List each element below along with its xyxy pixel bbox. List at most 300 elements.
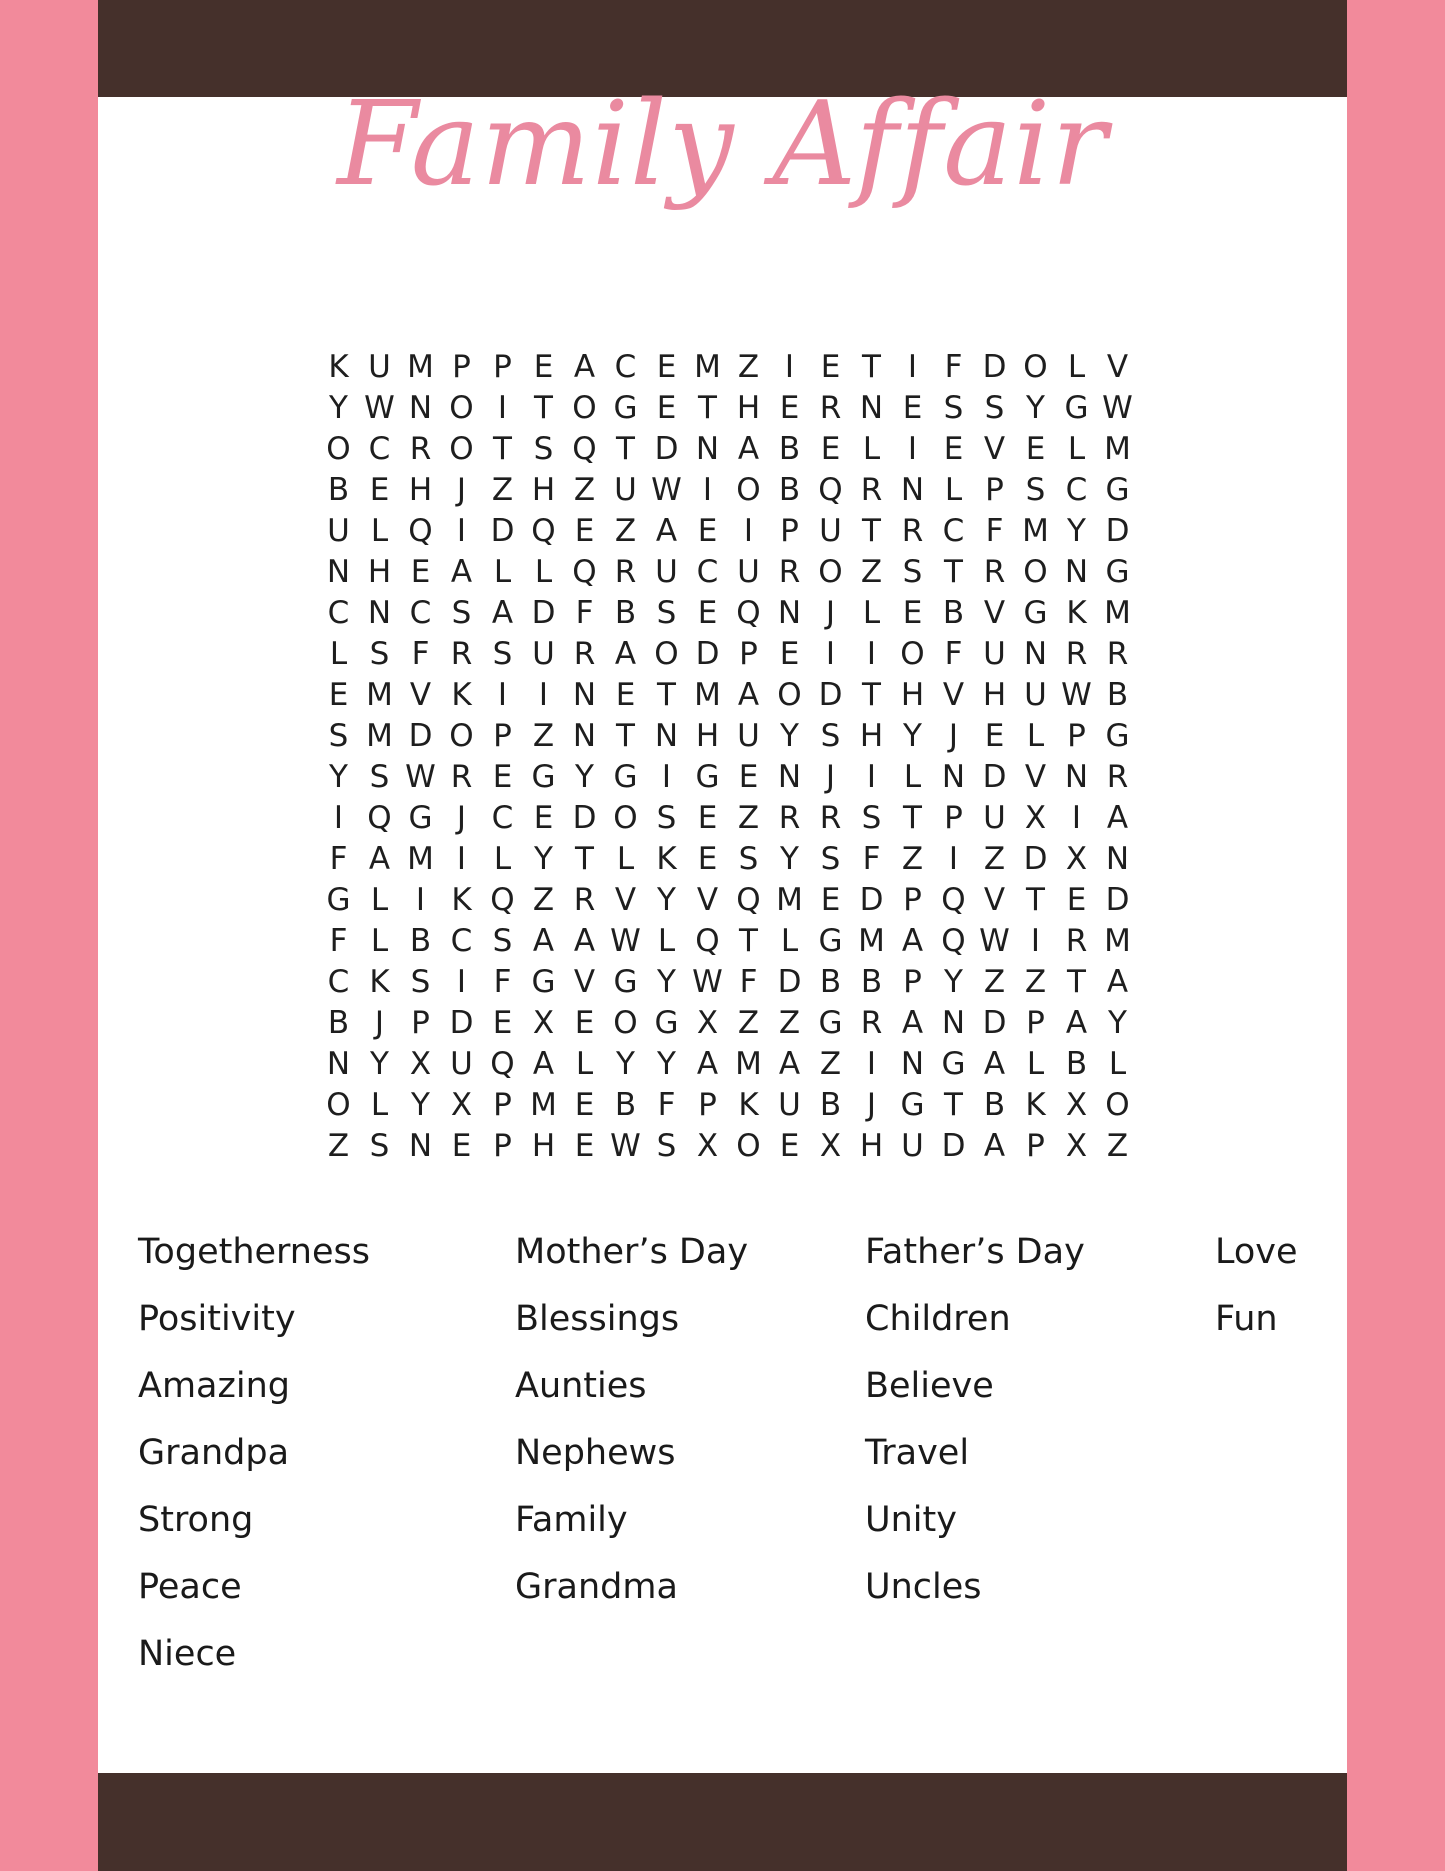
grid-letter: B xyxy=(942,595,965,631)
grid-letter: A xyxy=(737,677,760,713)
grid-letter: E xyxy=(902,595,923,631)
grid-letter: I xyxy=(497,677,508,713)
grid-letter: N xyxy=(408,390,433,426)
grid-letter: H xyxy=(859,718,884,754)
grid-letter: D xyxy=(777,964,802,1000)
grid-letter: V xyxy=(1024,759,1047,795)
word-column xyxy=(515,1220,748,1622)
grid-letter: O xyxy=(326,431,351,467)
grid-letter: S xyxy=(492,636,513,672)
grid-letter: S xyxy=(1025,472,1046,508)
grid-letter: O xyxy=(777,677,802,713)
grid-letter: N xyxy=(900,472,925,508)
grid-letter: E xyxy=(984,718,1005,754)
grid-letter: I xyxy=(497,390,508,426)
grid-letter: I xyxy=(456,513,467,549)
grid-letter: V xyxy=(983,431,1006,467)
grid-letter: W xyxy=(651,472,682,508)
grid-letter: Z xyxy=(819,1046,842,1082)
grid-letter: E xyxy=(451,1128,472,1164)
grid-letter: A xyxy=(532,1046,555,1082)
grid-letter: R xyxy=(1106,636,1129,672)
grid-letter: S xyxy=(820,718,841,754)
grid-letter: J xyxy=(825,759,836,795)
grid-letter: T xyxy=(862,677,881,713)
grid-letter: S xyxy=(369,636,390,672)
grid-letter: Q xyxy=(531,513,556,549)
grid-letter: L xyxy=(616,841,635,877)
grid-letter: A xyxy=(696,1046,719,1082)
grid-letter: S xyxy=(656,1128,677,1164)
grid-letter: Z xyxy=(491,472,514,508)
grid-row xyxy=(318,552,1147,593)
grid-letter: P xyxy=(1026,1128,1045,1164)
grid-letter: Q xyxy=(736,595,761,631)
grid-letter: U xyxy=(655,554,678,590)
grid-letter: L xyxy=(370,513,389,549)
grid-letter: R xyxy=(573,882,596,918)
grid-letter: U xyxy=(778,1087,801,1123)
grid-letter: P xyxy=(944,800,963,836)
grid-letter: F xyxy=(329,923,348,959)
grid-letter: L xyxy=(1108,1046,1127,1082)
grid-letter: P xyxy=(903,964,922,1000)
word-list-item: Family xyxy=(515,1500,628,1540)
grid-letter: O xyxy=(613,800,638,836)
word-list-item: Fun xyxy=(1215,1299,1278,1339)
grid-letter: X xyxy=(409,1046,432,1082)
grid-letter: N xyxy=(695,431,720,467)
grid-letter: R xyxy=(1065,923,1088,959)
grid-letter: R xyxy=(1106,759,1129,795)
grid-letter: N xyxy=(777,759,802,795)
grid-letter: S xyxy=(656,595,677,631)
grid-letter: P xyxy=(1026,1005,1045,1041)
grid-letter: F xyxy=(944,636,963,672)
word-list-item: Travel xyxy=(865,1433,970,1473)
grid-letter: L xyxy=(370,882,389,918)
word-list-item: Peace xyxy=(138,1567,242,1607)
word-list-item: Mother’s Day xyxy=(515,1232,749,1272)
grid-letter: N xyxy=(859,390,884,426)
grid-letter: A xyxy=(983,1128,1006,1164)
grid-letter: Y xyxy=(1108,1005,1127,1041)
grid-letter: D xyxy=(818,677,843,713)
grid-letter: J xyxy=(374,1005,385,1041)
grid-letter: T xyxy=(698,390,717,426)
grid-letter: W xyxy=(364,390,395,426)
word-list-item: Aunties xyxy=(515,1366,647,1406)
grid-letter: X xyxy=(1024,800,1047,836)
grid-letter: V xyxy=(983,882,1006,918)
grid-letter: K xyxy=(369,964,390,1000)
grid-letter: A xyxy=(655,513,678,549)
grid-letter: E xyxy=(328,677,349,713)
grid-letter: P xyxy=(452,349,471,385)
grid-letter: Y xyxy=(329,759,348,795)
grid-row xyxy=(318,593,1147,634)
grid-letter: D xyxy=(982,349,1007,385)
grid-letter: C xyxy=(368,431,391,467)
grid-letter: T xyxy=(862,513,881,549)
grid-letter: B xyxy=(778,431,801,467)
grid-letter: S xyxy=(492,923,513,959)
grid-letter: Y xyxy=(903,718,922,754)
grid-letter: M xyxy=(694,349,721,385)
grid-letter: P xyxy=(780,513,799,549)
grid-letter: S xyxy=(943,390,964,426)
grid-letter: I xyxy=(866,636,877,672)
grid-letter: N xyxy=(1064,759,1089,795)
grid-letter: H xyxy=(982,677,1007,713)
grid-letter: P xyxy=(493,349,512,385)
grid-letter: D xyxy=(1105,882,1130,918)
grid-letter: T xyxy=(1067,964,1086,1000)
grid-letter: F xyxy=(985,513,1004,549)
grid-letter: D xyxy=(408,718,433,754)
grid-letter: I xyxy=(907,349,918,385)
grid-letter: G xyxy=(613,759,638,795)
grid-letter: G xyxy=(818,1005,843,1041)
grid-letter: G xyxy=(1105,554,1130,590)
grid-letter: P xyxy=(493,1087,512,1123)
grid-letter: Y xyxy=(329,390,348,426)
grid-letter: E xyxy=(410,554,431,590)
grid-letter: V xyxy=(614,882,637,918)
grid-letter: N xyxy=(1023,636,1048,672)
puzzle-page xyxy=(98,0,1347,1871)
word-list-item: Amazing xyxy=(138,1366,290,1406)
grid-letter: U xyxy=(327,513,350,549)
grid-letter: Y xyxy=(370,1046,389,1082)
grid-letter: E xyxy=(492,1005,513,1041)
grid-letter: D xyxy=(1023,841,1048,877)
grid-letter: C xyxy=(327,595,350,631)
grid-letter: I xyxy=(1030,923,1041,959)
grid-letter: G xyxy=(1023,595,1048,631)
grid-letter: L xyxy=(862,595,881,631)
word-column xyxy=(865,1220,1085,1622)
grid-letter: M xyxy=(1022,513,1049,549)
word-list-item: Children xyxy=(865,1299,1011,1339)
grid-letter: M xyxy=(776,882,803,918)
grid-letter: L xyxy=(862,431,881,467)
grid-letter: D xyxy=(572,800,597,836)
grid-letter: E xyxy=(779,636,800,672)
grid-letter: D xyxy=(941,1128,966,1164)
grid-letter: E xyxy=(656,349,677,385)
grid-letter: W xyxy=(610,1128,641,1164)
grid-letter: F xyxy=(329,841,348,877)
grid-letter: M xyxy=(694,677,721,713)
grid-letter: A xyxy=(778,1046,801,1082)
grid-letter: G xyxy=(818,923,843,959)
grid-letter: E xyxy=(697,841,718,877)
grid-letter: K xyxy=(1025,1087,1046,1123)
grid-letter: G xyxy=(531,759,556,795)
grid-letter: E xyxy=(369,472,390,508)
grid-letter: X xyxy=(1065,1087,1088,1123)
grid-letter: Y xyxy=(411,1087,430,1123)
grid-letter: G xyxy=(1105,472,1130,508)
word-search-grid xyxy=(318,347,1147,1167)
grid-letter: E xyxy=(820,349,841,385)
bottom-band xyxy=(98,1773,1347,1871)
word-column xyxy=(138,1220,370,1689)
grid-letter: U xyxy=(819,513,842,549)
grid-letter: T xyxy=(903,800,922,836)
grid-letter: M xyxy=(735,1046,762,1082)
grid-letter: T xyxy=(944,1087,963,1123)
grid-letter: H xyxy=(859,1128,884,1164)
word-list-item: Unity xyxy=(865,1500,957,1540)
grid-letter: E xyxy=(574,1087,595,1123)
grid-letter: W xyxy=(1102,390,1133,426)
grid-letter: J xyxy=(456,800,467,836)
grid-letter: M xyxy=(366,718,393,754)
grid-letter: S xyxy=(451,595,472,631)
grid-letter: C xyxy=(696,554,719,590)
grid-letter: R xyxy=(614,554,637,590)
grid-letter: I xyxy=(1071,800,1082,836)
grid-letter: F xyxy=(657,1087,676,1123)
grid-letter: L xyxy=(1067,349,1086,385)
grid-letter: K xyxy=(1066,595,1087,631)
grid-letter: I xyxy=(948,841,959,877)
grid-letter: B xyxy=(614,1087,637,1123)
grid-letter: O xyxy=(572,390,597,426)
grid-letter: A xyxy=(1106,964,1129,1000)
grid-letter: U xyxy=(450,1046,473,1082)
grid-letter: I xyxy=(825,636,836,672)
grid-letter: P xyxy=(739,636,758,672)
grid-letter: I xyxy=(333,800,344,836)
grid-letter: I xyxy=(866,1046,877,1082)
grid-letter: H xyxy=(695,718,720,754)
grid-letter: Q xyxy=(941,882,966,918)
grid-letter: D xyxy=(982,759,1007,795)
grid-letter: G xyxy=(1064,390,1089,426)
grid-letter: G xyxy=(900,1087,925,1123)
grid-letter: S xyxy=(820,841,841,877)
grid-row xyxy=(318,429,1147,470)
grid-letter: S xyxy=(369,1128,390,1164)
grid-letter: P xyxy=(493,1128,512,1164)
grid-row xyxy=(318,880,1147,921)
grid-letter: N xyxy=(572,677,597,713)
grid-letter: U xyxy=(368,349,391,385)
grid-letter: H xyxy=(736,390,761,426)
grid-letter: N xyxy=(941,1005,966,1041)
grid-letter: Z xyxy=(532,718,555,754)
grid-letter: A xyxy=(1065,1005,1088,1041)
grid-letter: E xyxy=(533,349,554,385)
grid-letter: C xyxy=(409,595,432,631)
grid-letter: C xyxy=(491,800,514,836)
grid-letter: G xyxy=(654,1005,679,1041)
grid-letter: E xyxy=(656,390,677,426)
grid-letter: R xyxy=(450,636,473,672)
grid-letter: L xyxy=(370,923,389,959)
grid-letter: J xyxy=(948,718,959,754)
grid-letter: T xyxy=(616,431,635,467)
grid-letter: L xyxy=(575,1046,594,1082)
grid-letter: Y xyxy=(616,1046,635,1082)
grid-letter: G xyxy=(613,390,638,426)
grid-letter: E xyxy=(574,513,595,549)
grid-letter: L xyxy=(944,472,963,508)
grid-letter: E xyxy=(697,513,718,549)
grid-letter: F xyxy=(944,349,963,385)
grid-letter: W xyxy=(1061,677,1092,713)
grid-letter: Z xyxy=(532,882,555,918)
grid-letter: Q xyxy=(695,923,720,959)
grid-letter: B xyxy=(778,472,801,508)
grid-letter: P xyxy=(1067,718,1086,754)
grid-letter: L xyxy=(534,554,553,590)
grid-letter: B xyxy=(819,964,842,1000)
grid-letter: D xyxy=(859,882,884,918)
grid-letter: L xyxy=(370,1087,389,1123)
grid-letter: E xyxy=(820,882,841,918)
grid-letter: A xyxy=(1106,800,1129,836)
grid-letter: N xyxy=(326,1046,351,1082)
grid-row xyxy=(318,470,1147,511)
grid-letter: R xyxy=(860,472,883,508)
grid-letter: N xyxy=(1105,841,1130,877)
word-list-item: Grandma xyxy=(515,1567,678,1607)
grid-letter: P xyxy=(903,882,922,918)
grid-letter: D xyxy=(490,513,515,549)
grid-letter: U xyxy=(532,636,555,672)
grid-letter: O xyxy=(449,431,474,467)
grid-letter: X xyxy=(696,1005,719,1041)
grid-letter: Q xyxy=(490,1046,515,1082)
grid-letter: M xyxy=(407,841,434,877)
grid-letter: E xyxy=(697,800,718,836)
grid-letter: O xyxy=(449,390,474,426)
grid-row xyxy=(318,388,1147,429)
grid-letter: E xyxy=(697,595,718,631)
grid-letter: Q xyxy=(367,800,392,836)
grid-letter: F xyxy=(862,841,881,877)
grid-letter: U xyxy=(983,800,1006,836)
grid-letter: N xyxy=(941,759,966,795)
grid-row xyxy=(318,347,1147,388)
grid-letter: I xyxy=(661,759,672,795)
grid-letter: V xyxy=(696,882,719,918)
grid-row xyxy=(318,1044,1147,1085)
grid-letter: L xyxy=(903,759,922,795)
grid-letter: T xyxy=(944,554,963,590)
grid-letter: K xyxy=(656,841,677,877)
grid-letter: I xyxy=(415,882,426,918)
grid-letter: P xyxy=(493,718,512,754)
grid-letter: A xyxy=(573,923,596,959)
grid-letter: A xyxy=(983,1046,1006,1082)
word-list-item: Blessings xyxy=(515,1299,680,1339)
grid-letter: X xyxy=(696,1128,719,1164)
grid-letter: A xyxy=(491,595,514,631)
grid-letter: N xyxy=(367,595,392,631)
grid-row xyxy=(318,1126,1147,1167)
word-list-item: Strong xyxy=(138,1500,254,1540)
grid-letter: R xyxy=(573,636,596,672)
grid-row xyxy=(318,634,1147,675)
grid-letter: R xyxy=(901,513,924,549)
grid-letter: N xyxy=(1064,554,1089,590)
grid-letter: M xyxy=(858,923,885,959)
grid-letter: U xyxy=(901,1128,924,1164)
grid-letter: D xyxy=(695,636,720,672)
grid-letter: U xyxy=(737,554,760,590)
grid-letter: W xyxy=(610,923,641,959)
grid-letter: O xyxy=(736,472,761,508)
grid-letter: R xyxy=(819,390,842,426)
grid-letter: X xyxy=(819,1128,842,1164)
grid-letter: Z xyxy=(778,1005,801,1041)
grid-row xyxy=(318,839,1147,880)
grid-letter: R xyxy=(819,800,842,836)
grid-letter: A xyxy=(532,923,555,959)
word-list-item: Togetherness xyxy=(138,1232,370,1272)
grid-letter: N xyxy=(900,1046,925,1082)
grid-letter: Q xyxy=(941,923,966,959)
grid-letter: E xyxy=(820,431,841,467)
grid-letter: R xyxy=(778,800,801,836)
grid-letter: Z xyxy=(327,1128,350,1164)
grid-letter: M xyxy=(407,349,434,385)
grid-letter: B xyxy=(614,595,637,631)
grid-letter: Y xyxy=(657,882,676,918)
grid-letter: D xyxy=(449,1005,474,1041)
grid-letter: T xyxy=(575,841,594,877)
grid-letter: R xyxy=(778,554,801,590)
grid-letter: G xyxy=(941,1046,966,1082)
grid-letter: K xyxy=(451,882,472,918)
grid-letter: B xyxy=(327,472,350,508)
grid-letter: J xyxy=(456,472,467,508)
grid-letter: S xyxy=(328,718,349,754)
grid-letter: L xyxy=(657,923,676,959)
grid-letter: K xyxy=(328,349,349,385)
grid-letter: M xyxy=(366,677,393,713)
grid-letter: C xyxy=(942,513,965,549)
grid-letter: A xyxy=(573,349,596,385)
word-list-item: Grandpa xyxy=(138,1433,290,1473)
grid-letter: T xyxy=(657,677,676,713)
grid-letter: H xyxy=(408,472,433,508)
grid-letter: Z xyxy=(737,1005,760,1041)
grid-letter: R xyxy=(450,759,473,795)
grid-letter: A xyxy=(901,923,924,959)
grid-row xyxy=(318,1003,1147,1044)
grid-letter: O xyxy=(1105,1087,1130,1123)
grid-letter: H xyxy=(367,554,392,590)
grid-letter: N xyxy=(326,554,351,590)
grid-letter: Z xyxy=(860,554,883,590)
grid-letter: N xyxy=(654,718,679,754)
word-list-item: Uncles xyxy=(865,1567,982,1607)
grid-letter: U xyxy=(614,472,637,508)
grid-letter: B xyxy=(819,1087,842,1123)
grid-letter: E xyxy=(943,431,964,467)
grid-letter: I xyxy=(456,964,467,1000)
grid-letter: V xyxy=(573,964,596,1000)
grid-letter: Y xyxy=(657,1046,676,1082)
grid-letter: D xyxy=(654,431,679,467)
grid-row xyxy=(318,798,1147,839)
